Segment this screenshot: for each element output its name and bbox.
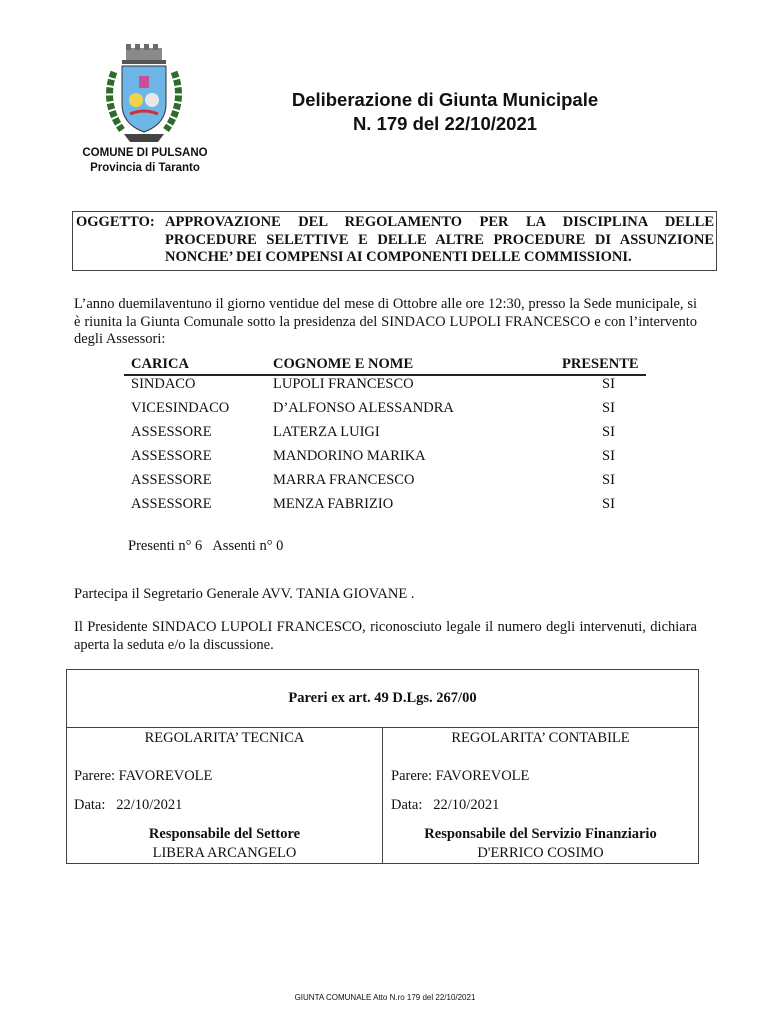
- subject-label: OGGETTO:: [76, 214, 155, 230]
- opinions-title: Pareri ex art. 49 D.Lgs. 267/00: [288, 690, 477, 706]
- accounting-responsible-title: Responsabile del Servizio Finanziario: [424, 826, 657, 842]
- row-name: MENZA FABRIZIO: [273, 496, 394, 512]
- row-name: LATERZA LUIGI: [273, 424, 380, 440]
- technical-responsible-title: Responsabile del Settore: [148, 826, 301, 842]
- row-present: SI: [602, 424, 615, 440]
- accounting-heading: REGOLARITA’ CONTABILE: [451, 730, 630, 746]
- president-paragraph: Il Presidente SINDACO LUPOLI FRANCESCO, riconosciuto legale il numero degli intervenuti, dichiara aperta la seduta e/o la discussione.: [74, 619, 697, 653]
- header-role: CARICA: [131, 356, 189, 372]
- row-role: ASSESSORE: [131, 472, 212, 488]
- row-name: D’ALFONSO ALESSANDRA: [273, 400, 454, 416]
- document-title: Deliberazione di Giunta Municipale: [291, 89, 599, 110]
- technical-responsible-name: LIBERA ARCANGELO: [152, 845, 297, 861]
- row-role: VICESINDACO: [131, 400, 230, 416]
- row-name: MANDORINO MARIKA: [273, 448, 426, 464]
- row-role: ASSESSORE: [131, 448, 212, 464]
- row-present: SI: [602, 472, 615, 488]
- attendance-summary: Presenti n° 6 Assenti n° 0: [128, 538, 284, 554]
- row-name: LUPOLI FRANCESCO: [273, 376, 414, 392]
- technical-heading: REGOLARITA’ TECNICA: [144, 730, 305, 746]
- subject-text: APPROVAZIONE DEL REGOLAMENTO PER LA DISCIPLINA DELLE PROCEDURE SELETTIVE E DELLE ALTRE PROCEDURE DI ASSUNZIONE NONCHE’ DEI COMPENSI AI COMPONENTI DELLE COMMISSIONI.: [165, 214, 714, 265]
- technical-opinion: Parere: FAVOREVOLE: [74, 768, 213, 784]
- municipal-crest: [100, 42, 188, 146]
- accounting-responsible-name: D'ERRICO COSIMO: [477, 845, 604, 861]
- opinions-box: [66, 669, 699, 864]
- entity-name: COMUNE DI PULSANO: [82, 147, 208, 159]
- row-role: SINDACO: [131, 376, 196, 392]
- header-present: PRESENTE: [562, 356, 639, 372]
- row-present: SI: [602, 448, 615, 464]
- document-number: N. 179 del 22/10/2021: [352, 113, 538, 134]
- technical-date: Data: 22/10/2021: [74, 797, 183, 813]
- secretary-paragraph: Partecipa il Segretario Generale AVV. TANIA GIOVANE .: [74, 586, 415, 602]
- page-footer: GIUNTA COMUNALE Atto N.ro 179 del 22/10/2021: [294, 993, 476, 1002]
- header-name: COGNOME E NOME: [273, 356, 414, 372]
- accounting-opinion: Parere: FAVOREVOLE: [391, 768, 530, 784]
- row-name: MARRA FRANCESCO: [273, 472, 415, 488]
- row-present: SI: [602, 376, 615, 392]
- row-role: ASSESSORE: [131, 424, 212, 440]
- intro-paragraph: L’anno duemilaventuno il giorno ventidue del mese di Ottobre alle ore 12:30, presso la Sede municipale, si è riunita la Giunta Comunale sotto la presidenza del SINDACO LUPOLI FRANCESCO e con l’intervento degli Assessori:: [74, 296, 697, 347]
- accounting-date: Data: 22/10/2021: [391, 797, 500, 813]
- entity-province: Provincia di Taranto: [90, 162, 200, 174]
- row-role: ASSESSORE: [131, 496, 212, 512]
- row-present: SI: [602, 496, 615, 512]
- row-present: SI: [602, 400, 615, 416]
- subject-box: [72, 211, 717, 271]
